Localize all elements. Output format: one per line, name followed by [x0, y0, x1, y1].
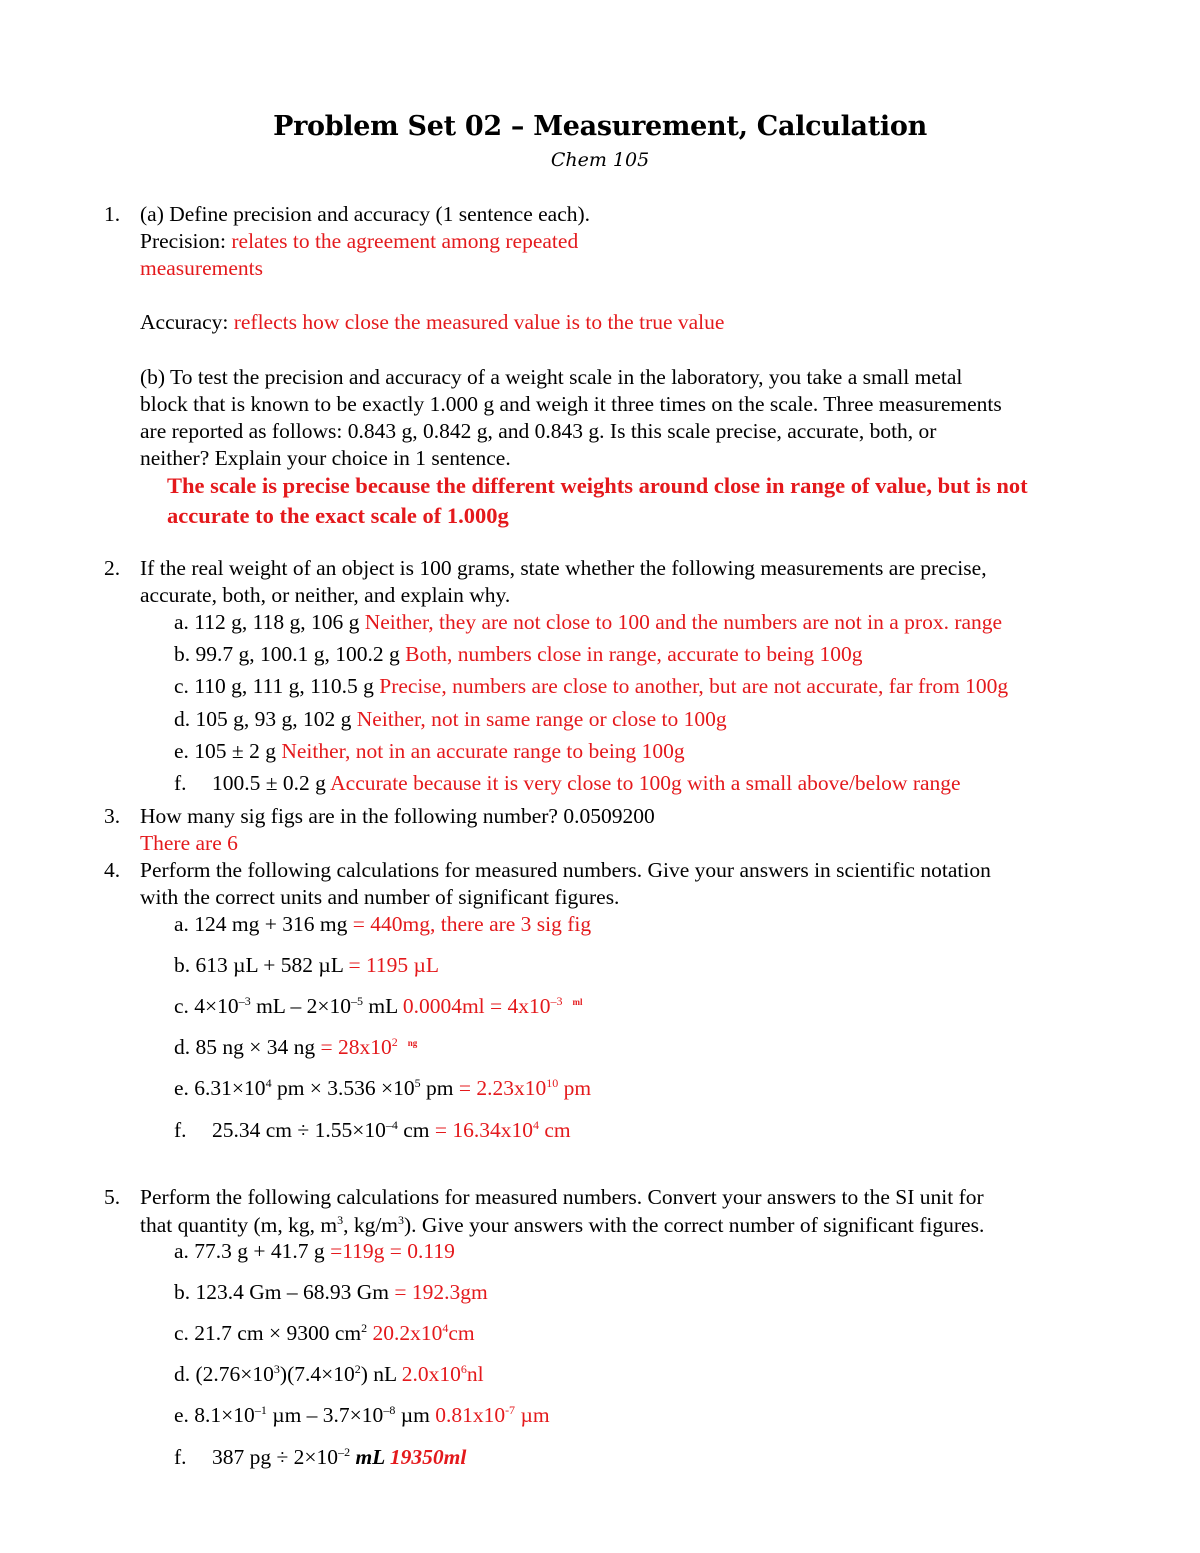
q5-item-c: c. 21.7 cm × 9300 $cm^2$ $20.2x10^4cm$ [174, 1320, 475, 1345]
q5-item-b: b. 123.4 Gm – 68.93 Gm = 192.3gm [174, 1280, 488, 1304]
accuracy-answer: reflects how close the measured value is to the true value [233, 310, 725, 334]
q2-item-f-content: 100.5 ± 0.2 g Accurate because it is very close to 100g with a small above/below range [212, 771, 961, 795]
q1-accuracy-line [140, 309, 724, 335]
q4-prompt-2: with the correct units and number of significant figures. [140, 885, 620, 909]
q2-item: a. 112 g, 118 g, 106 g Neither, they are not close to 100 and the numbers are not in a prox. range [174, 610, 1003, 634]
q2-item: e. 105 ± 2 g Neither, not in an accurate range to being 100g [174, 739, 685, 763]
q4-item-f-label: f. [174, 1118, 187, 1142]
q1-b-answer-2: accurate to the exact scale of 1.000g [167, 503, 509, 528]
q1-b-prompt-4: neither? Explain your choice in 1 sentence. [140, 446, 511, 470]
q5-prompt-1: Perform the following calculations for measured numbers. Convert your answers to the SI unit for [140, 1185, 984, 1209]
q5-item-f: 387 pg ÷ $2\times 10^{-2}$ mL 19350ml [212, 1444, 467, 1469]
q2-item: f. [174, 771, 187, 795]
q4-item-d: d. 85 ng × 34 ng = $28x10^2$ $^{ng}$ [174, 1034, 418, 1059]
q3-prompt: How many sig figs are in the following number? 0.0509200 [140, 804, 655, 828]
page-title: Problem Set 02 – Measurement, Calculation [273, 111, 927, 142]
q1-precision-line [140, 228, 578, 254]
q4-item-f: 25.34 cm ÷ $1.55\times 10^{-4}$ cm = $16.34x10^4$ cm [212, 1117, 571, 1142]
q5-prompt-2: that quantity (m, kg, $m^3$, $kg/m^3$). Give your answers with the correct number of significant figures. [140, 1212, 985, 1237]
q2-prompt-2: accurate, both, or neither, and explain why. [140, 583, 511, 607]
q5-item-d: d. $(2.76\times 10^3)(7.4\times 10^2)$ nL $2.0x10^6nl$ [174, 1361, 484, 1386]
q3-answer: There are 6 [140, 831, 238, 855]
q1-b-prompt-3: are reported as follows: 0.843 g, 0.842 g, and 0.843 g. Is this scale precise, accurate, both, or [140, 419, 937, 443]
q1-a-prompt: (a) Define precision and accuracy (1 sentence each). [140, 202, 591, 226]
q5-item-f-label: f. [174, 1445, 187, 1469]
precision-label: Precision: [140, 229, 232, 253]
precision-answer-cont: measurements [140, 256, 263, 280]
question-number-5: 5. [104, 1185, 121, 1209]
q2-item: d. 105 g, 93 g, 102 g Neither, not in same range or close to 100g [174, 707, 727, 731]
question-number-2: 2. [104, 556, 121, 580]
q4-item-e: e. $6.31\times 10^4$ pm × $3.536 \times 10^5$ pm = $2.23x10^{10}$ pm [174, 1075, 592, 1100]
q2-item: b. 99.7 g, 100.1 g, 100.2 g Both, numbers close in range, accurate to being 100g [174, 642, 863, 666]
q2-item: c. 110 g, 111 g, 110.5 g Precise, numbers are close to another, but are not accurate, far from 100g [174, 674, 1009, 698]
q4-item-a: a. 124 mg + 316 mg = 440mg, there are 3 sig fig [174, 912, 592, 936]
q1-b-prompt-2: block that is known to be exactly 1.000 g and weigh it three times on the scale. Three measurements [140, 392, 1002, 416]
q1-b-answer-1: The scale is precise because the different weights around close in range of value, but is not [167, 473, 1028, 498]
question-number-1: 1. [104, 202, 121, 226]
q4-prompt-1: Perform the following calculations for measured numbers. Give your answers in scientific notation [140, 858, 991, 882]
q5-item-e: e. $8.1\times 10^{-1}$ $\mu m - 3.7\times 10^{-8}$ µm $0.81x10^{-7}$ µm [174, 1402, 550, 1427]
q5-item-a: a. 77.3 g + 41.7 g =119g = 0.119 [174, 1239, 455, 1263]
q4-item-b: b. 613 µL + 582 µL = 1195 µL [174, 953, 440, 977]
q4-item-c: c. $4\times 10^{-3}$ mL – $2\times 10^{-5}$ mL $0.0004ml = 4x10^{-3}$ $^{ml}$ [174, 993, 583, 1018]
precision-answer: relates to the agreement among repeated [231, 229, 579, 253]
accuracy-label: Accuracy: [140, 310, 234, 334]
q1-b-prompt-1: (b) To test the precision and accuracy of a weight scale in the laboratory, you take a small metal [140, 365, 963, 389]
question-number-3: 3. [104, 804, 121, 828]
course-subtitle: Chem 105 [550, 149, 650, 171]
q2-prompt-1: If the real weight of an object is 100 grams, state whether the following measurements are precise, [140, 556, 987, 580]
question-number-4: 4. [104, 858, 121, 882]
